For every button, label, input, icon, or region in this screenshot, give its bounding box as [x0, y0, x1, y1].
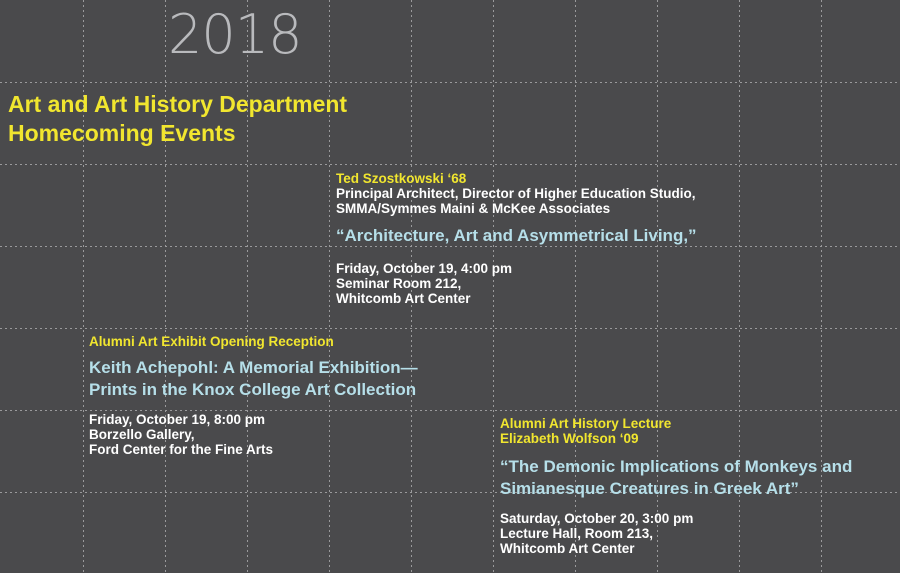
speaker-name: Elizabeth Wolfson ‘09	[500, 431, 639, 446]
exhibit-title-line-1: Keith Achepohl: A Memorial Exhibition—	[89, 358, 418, 377]
event-date: Friday, October 19, 4:00 pm	[336, 261, 513, 276]
event-heading: Alumni Art History Lecture	[500, 416, 672, 431]
event-architecture-talk	[336, 171, 697, 306]
event-location-line-1: Borzello Gallery,	[89, 427, 195, 442]
lecture-title-line-2: Simianesque Creatures in Greek Art”	[500, 479, 799, 498]
event-art-history-lecture	[500, 416, 852, 556]
speaker-name: Ted Szostkowski ‘68	[336, 171, 467, 186]
event-exhibit-reception	[89, 334, 418, 457]
speaker-role-line-2: SMMA/Symmes Maini & McKee Associates	[336, 201, 611, 216]
page-title	[8, 90, 347, 148]
lecture-title-line-1: “The Demonic Implications of Monkeys and	[500, 457, 853, 476]
event-location-line-2: Whitcomb Art Center	[500, 541, 635, 556]
talk-title: “Architecture, Art and Asymmetrical Living,”	[336, 226, 697, 245]
event-date: Saturday, October 20, 3:00 pm	[500, 511, 694, 526]
speaker-role-line-1: Principal Architect, Director of Higher Education Studio,	[336, 186, 696, 201]
event-location-line-2: Whitcomb Art Center	[336, 291, 471, 306]
event-heading: Alumni Art Exhibit Opening Reception	[89, 334, 334, 349]
exhibit-title-line-2: Prints in the Knox College Art Collection	[89, 380, 417, 399]
title-line-2: Homecoming Events	[8, 120, 236, 146]
event-date: Friday, October 19, 8:00 pm	[89, 412, 266, 427]
event-location-line-2: Ford Center for the Fine Arts	[89, 442, 274, 457]
event-location-line-1: Lecture Hall, Room 213,	[500, 526, 654, 541]
title-line-1: Art and Art History Department	[8, 91, 348, 117]
event-location-line-1: Seminar Room 212,	[336, 276, 462, 291]
year-heading: 2018	[168, 3, 302, 66]
